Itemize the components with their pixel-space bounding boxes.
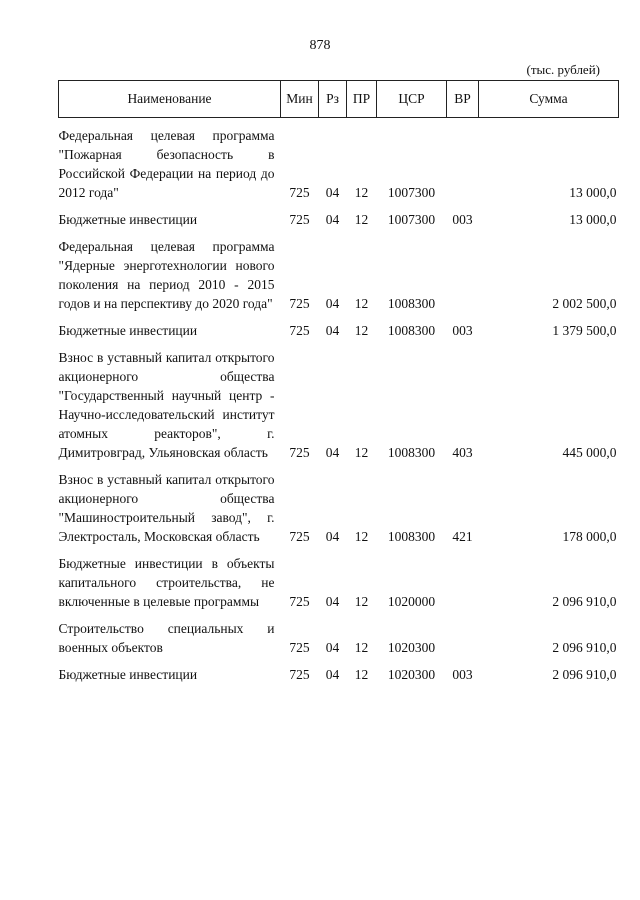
- row-csr: 1007300: [387, 185, 436, 200]
- row-csr: 1008300: [387, 296, 436, 311]
- row-name: Бюджетные инвестиции: [58, 212, 198, 227]
- table-row: [59, 466, 619, 550]
- header-csr: ЦСР: [377, 81, 447, 118]
- row-csr: 1020300: [387, 640, 436, 655]
- header-name: Наименование: [59, 81, 281, 118]
- row-csr: 1020000: [387, 594, 436, 609]
- row-rz: 04: [325, 594, 340, 609]
- row-vr: [447, 615, 479, 661]
- row-name: Бюджетные инвестиции: [58, 667, 198, 682]
- row-pr: 12: [354, 296, 369, 311]
- budget-table: [58, 80, 619, 688]
- row-csr: 1008300: [387, 529, 436, 544]
- table-row: [59, 615, 619, 661]
- row-sum: 1 379 500,0: [552, 323, 617, 338]
- row-rz: 04: [325, 445, 340, 460]
- table-row: [59, 233, 619, 317]
- row-vr: [447, 118, 479, 207]
- row-min: 725: [289, 212, 310, 227]
- row-vr: 403: [452, 445, 473, 460]
- row-name: Бюджетные инвестиции: [58, 323, 198, 338]
- row-rz: 04: [325, 185, 340, 200]
- header-sum: Сумма: [479, 81, 619, 118]
- row-sum: 178 000,0: [562, 529, 617, 544]
- row-vr: [447, 233, 479, 317]
- row-name: Федеральная целевая программа "Ядерные энерготехнологии нового поколения на период 2010 - 2015 годов и на перспективу до 2020 года": [58, 239, 275, 311]
- row-vr: 003: [452, 667, 473, 682]
- row-vr: 421: [452, 529, 473, 544]
- row-min: 725: [289, 185, 310, 200]
- header-vr: ВР: [447, 81, 479, 118]
- table-row: [59, 344, 619, 466]
- table-row: [59, 317, 619, 344]
- row-name: Взнос в уставный капитал открытого акционерного общества "Машиностроительный завод", г. Электросталь, Московская область: [58, 472, 275, 544]
- page-number: 878: [309, 38, 331, 53]
- row-min: 725: [289, 667, 310, 682]
- row-sum: 13 000,0: [569, 185, 617, 200]
- row-min: 725: [289, 594, 310, 609]
- row-sum: 445 000,0: [562, 445, 617, 460]
- table-row: [59, 206, 619, 233]
- row-pr: 12: [354, 529, 369, 544]
- table-header-row: [59, 81, 619, 118]
- row-sum: 13 000,0: [569, 212, 617, 227]
- row-csr: 1007300: [387, 212, 436, 227]
- table-row: [59, 661, 619, 688]
- row-csr: 1020300: [387, 667, 436, 682]
- row-csr: 1008300: [387, 323, 436, 338]
- row-min: 725: [289, 296, 310, 311]
- row-pr: 12: [354, 667, 369, 682]
- row-rz: 04: [325, 529, 340, 544]
- header-min: Мин: [281, 81, 319, 118]
- row-csr: 1008300: [387, 445, 436, 460]
- table-row: [59, 550, 619, 615]
- row-rz: 04: [325, 212, 340, 227]
- row-pr: 12: [354, 594, 369, 609]
- row-min: 725: [289, 529, 310, 544]
- table-row: [59, 118, 619, 207]
- row-vr: 003: [452, 212, 473, 227]
- row-sum: 2 096 910,0: [552, 594, 617, 609]
- row-sum: 2 096 910,0: [552, 640, 617, 655]
- row-sum: 2 096 910,0: [552, 667, 617, 682]
- row-pr: 12: [354, 445, 369, 460]
- row-vr: 003: [452, 323, 473, 338]
- row-pr: 12: [354, 212, 369, 227]
- row-sum: 2 002 500,0: [552, 296, 617, 311]
- row-pr: 12: [354, 640, 369, 655]
- row-min: 725: [289, 323, 310, 338]
- units-label: (тыс. рублей): [526, 62, 600, 77]
- row-name: Федеральная целевая программа "Пожарная безопасность в Российской Федерации на период до 2012 года": [58, 128, 275, 200]
- row-pr: 12: [354, 185, 369, 200]
- row-name: Строительство специальных и военных объектов: [58, 621, 275, 655]
- row-rz: 04: [325, 640, 340, 655]
- row-name: Взнос в уставный капитал открытого акционерного общества "Государственный научный центр - Научно-исследовательский институт атомных реакторов", г. Димитровград, Ульяновская область: [58, 350, 275, 460]
- header-rz: Рз: [319, 81, 347, 118]
- row-min: 725: [289, 445, 310, 460]
- row-rz: 04: [325, 323, 340, 338]
- row-pr: 12: [354, 323, 369, 338]
- row-name: Бюджетные инвестиции в объекты капитального строительства, не включенные в целевые программы: [58, 556, 275, 609]
- row-rz: 04: [325, 296, 340, 311]
- row-min: 725: [289, 640, 310, 655]
- header-pr: ПР: [347, 81, 377, 118]
- row-rz: 04: [325, 667, 340, 682]
- row-vr: [447, 550, 479, 615]
